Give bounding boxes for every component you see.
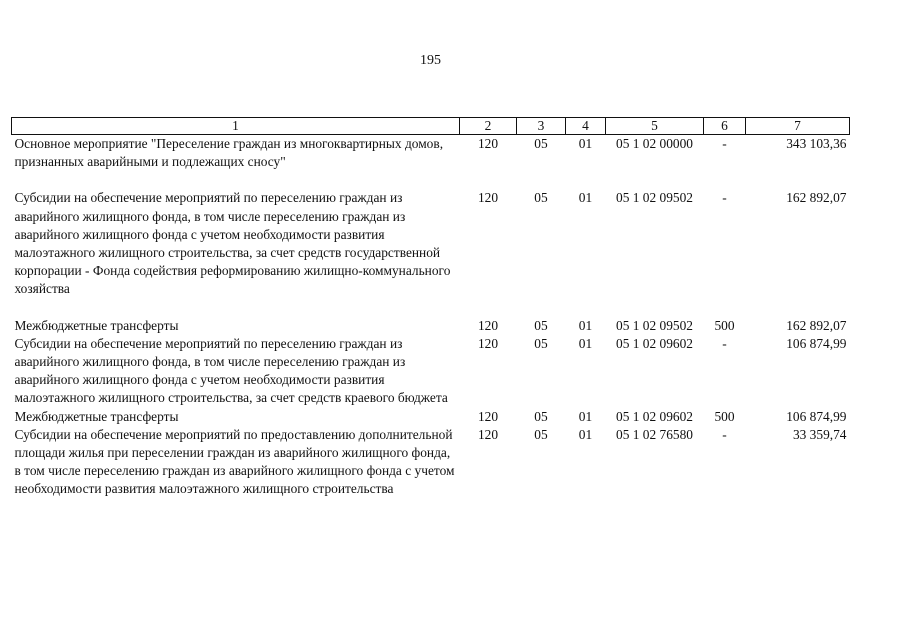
row-name: Субсидии на обеспечение мероприятий по переселению граждан из аварийного жилищного фонда, в том числе переселению граждан из аварийного жилищного фонда с учетом необходимости развития малоэтажного жилищного строительства, за счет средств краевого бюджета (14, 335, 448, 406)
row-spacer (12, 299, 850, 317)
budget-table (11, 117, 850, 499)
row-col-3: 05 (534, 426, 548, 442)
header-col-6: 6 (704, 118, 746, 135)
row-col-4: 01 (578, 190, 593, 206)
row-col-2: 120 (477, 408, 499, 424)
table-row (12, 426, 850, 499)
table-row (12, 189, 850, 298)
row-amount: 106 874,99 (786, 408, 847, 424)
row-name: Основное мероприятие "Переселение граждан из многоквартирных домов, признанных аварийными и подлежащих сносу" (14, 136, 444, 170)
row-spacer (12, 171, 850, 189)
row-col-6: - (722, 136, 727, 151)
row-name: Межбюджетные трансферты (14, 317, 179, 333)
row-col-3: 05 (534, 335, 548, 351)
row-col-5: 05 1 02 00000 (616, 136, 693, 151)
row-amount: 162 892,07 (786, 190, 847, 206)
row-col-6: - (722, 190, 727, 206)
row-amount: 33 359,74 (792, 426, 847, 442)
header-col-4: 4 (566, 118, 606, 135)
row-col-5: 05 1 02 76580 (616, 426, 693, 442)
row-col-6: 500 (714, 317, 735, 333)
header-col-5: 5 (606, 118, 704, 135)
table-row (12, 135, 850, 172)
header-col-1: 1 (12, 118, 460, 135)
row-name: Межбюджетные трансферты (14, 408, 179, 424)
row-amount: 343 103,36 (786, 136, 847, 151)
row-col-2: 120 (477, 136, 499, 151)
row-col-4: 01 (578, 426, 593, 442)
header-col-2: 2 (460, 118, 517, 135)
row-name: Субсидии на обеспечение мероприятий по переселению граждан из аварийного жилищного фонда, в том числе переселению граждан из аварийного жилищного фонда с учетом необходимости развития малоэтажного жилищного строительства, за счет средств государственной корпорации - Фонда содействия реформированию жилищно-коммунального хозяйства (14, 190, 451, 297)
row-col-5: 05 1 02 09502 (616, 190, 693, 206)
row-col-2: 120 (477, 335, 499, 351)
row-col-4: 01 (578, 335, 593, 351)
row-amount: 162 892,07 (786, 317, 847, 333)
row-col-2: 120 (477, 426, 499, 442)
table-row (12, 317, 850, 335)
page-number: 195 (420, 53, 441, 68)
header-col-3: 3 (517, 118, 566, 135)
row-name: Субсидии на обеспечение мероприятий по предоставлению дополнительной площади жилья при переселении граждан из аварийного жилищного фонда, в том числе переселению граждан из аварийного жилищного фонда с учетом необходимости развития малоэтажного жилищного строительства (14, 426, 455, 497)
row-col-4: 01 (578, 317, 593, 333)
row-col-6: 500 (714, 408, 735, 424)
header-col-7: 7 (746, 118, 850, 135)
row-col-5: 05 1 02 09602 (616, 335, 693, 351)
row-col-4: 01 (578, 136, 593, 151)
row-col-2: 120 (477, 317, 499, 333)
table-row (12, 408, 850, 426)
header-row (12, 118, 850, 135)
row-col-2: 120 (477, 190, 499, 206)
row-col-3: 05 (534, 408, 548, 424)
row-col-4: 01 (578, 408, 593, 424)
row-amount: 106 874,99 (786, 335, 847, 351)
table-row (12, 335, 850, 408)
row-col-6: - (722, 335, 727, 351)
row-col-3: 05 (534, 190, 548, 206)
row-col-5: 05 1 02 09502 (616, 317, 693, 333)
row-col-3: 05 (534, 317, 548, 333)
row-col-6: - (722, 426, 727, 442)
row-col-3: 05 (534, 136, 548, 151)
row-col-5: 05 1 02 09602 (616, 408, 693, 424)
